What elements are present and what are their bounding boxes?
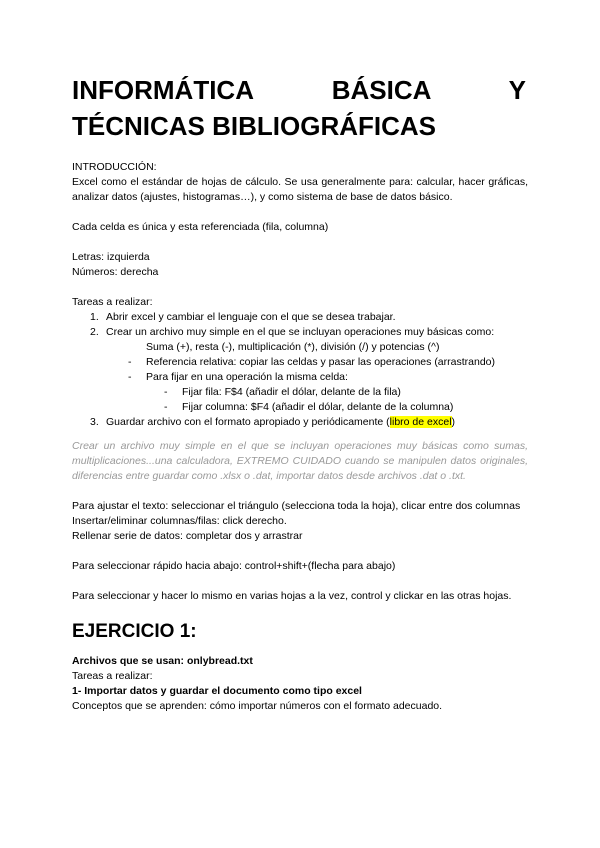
celda-paragraph: Cada celda es única y esta referenciada (fila, columna) <box>72 221 329 233</box>
tip-ajustar: Para ajustar el texto: seleccionar el triángulo (selecciona toda la hoja), clicar entre dos columnas <box>72 500 521 512</box>
numeros-line: Números: derecha <box>72 266 159 278</box>
list-item: - Fijar fila: F$4 (añadir el dólar, delante de la fila) <box>164 386 401 398</box>
tip-rellenar: Rellenar serie de datos: completar dos y arrastrar <box>72 530 303 542</box>
ejercicio-tareas: Tareas a realizar: <box>72 670 153 682</box>
ejercicio-heading: EJERCICIO 1: <box>72 621 197 642</box>
archivos-line: Archivos que se usan: onlybread.txt <box>72 655 253 667</box>
title-line-2: TÉCNICAS BIBLIOGRÁFICAS <box>72 111 436 141</box>
title-word-2: BÁSICA <box>331 75 431 105</box>
tip-seleccionar: Para seleccionar rápido hacia abajo: control+shift+(flecha para abajo) <box>72 560 396 572</box>
tip-hojas: Para seleccionar y hacer lo mismo en varias hojas a la vez, control y clickar en las otras hojas. <box>72 590 512 602</box>
highlighted-text: libro de excel <box>389 416 452 428</box>
tareas-list <box>72 310 528 340</box>
list-item: - Fijar columna: $F4 (añadir el dólar, delante de la columna) <box>164 401 454 413</box>
document-title <box>72 72 526 144</box>
list-item: - Referencia relativa: copiar las celdas y pasar las operaciones (arrastrando) <box>128 356 496 368</box>
intro-heading: INTRODUCCIÓN: <box>72 161 157 173</box>
ejercicio-step-1: 1- Importar datos y guardar el documento como tipo excel <box>72 685 362 697</box>
tareas-heading: Tareas a realizar: <box>72 296 153 308</box>
list-item: - Para fijar en una operación la misma celda: <box>128 371 348 383</box>
document-body <box>72 160 528 714</box>
title-word-3: Y <box>508 75 526 105</box>
intro-paragraph: Excel como el estándar de hojas de cálculo. Se usa generalmente para: calcular, hacer gráficas, analizar datos (ajustes, histogramas…), y como sistema de base de datos básico. <box>72 176 528 203</box>
ops-line: Suma (+), resta (-), multiplicación (*), división (/) y potencias (^) <box>146 341 440 353</box>
list-item: 1. Abrir excel y cambiar el lenguaje con el que se desea trabajar. <box>90 311 396 323</box>
conceptos-line: Conceptos que se aprenden: cómo importar números con el formato adecuado. <box>72 700 443 712</box>
tareas-list-cont <box>72 415 528 430</box>
tip-insertar: Insertar/eliminar columnas/filas: click derecho. <box>72 515 287 527</box>
title-word-1: INFORMÁTICA <box>72 75 254 105</box>
letras-line: Letras: izquierda <box>72 251 150 263</box>
list-item: 2. Crear un archivo muy simple en el que se incluyan operaciones muy básicas como: <box>90 326 495 338</box>
note-paragraph: Crear un archivo muy simple en el que se incluyan operaciones muy básicas como sumas, multiplicaciones...una calculadora, EXTREMO CUIDADO cuando se manipulen datos originales, diferencias entre guardar como .xlsx o .dat, importar datos desde archivos .dat o .txt. <box>72 440 528 482</box>
list-item: 3. Guardar archivo con el formato apropiado y periódicamente (libro de excel) <box>90 416 456 428</box>
